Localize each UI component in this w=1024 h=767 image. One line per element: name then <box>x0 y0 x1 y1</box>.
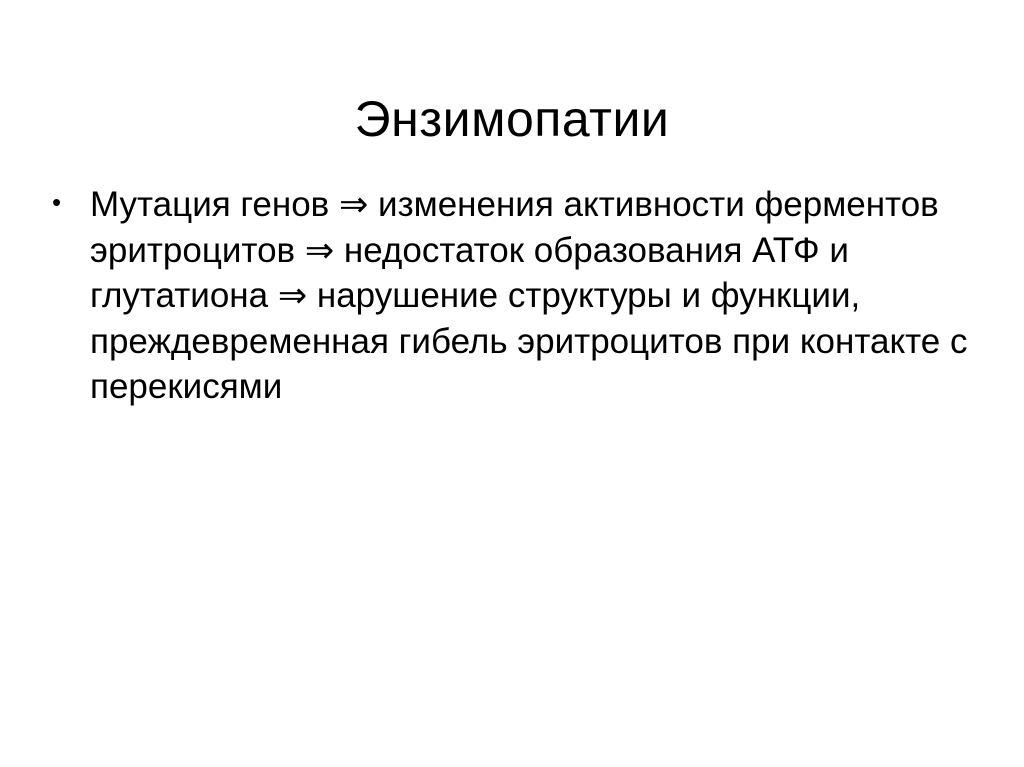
page-title: Энзимопатии <box>354 90 670 147</box>
list-item <box>52 182 982 410</box>
slide-body <box>52 182 982 410</box>
list-item-text: Мутация генов ⇒ изменения активности ферментов эритроцитов ⇒ недостаток образования АТФ и глутатиона ⇒ нарушение структуры и функции, преждевременная гибель эритроцитов при контакте с перекисями <box>90 185 978 406</box>
bullet-marker-icon: • <box>52 187 62 217</box>
